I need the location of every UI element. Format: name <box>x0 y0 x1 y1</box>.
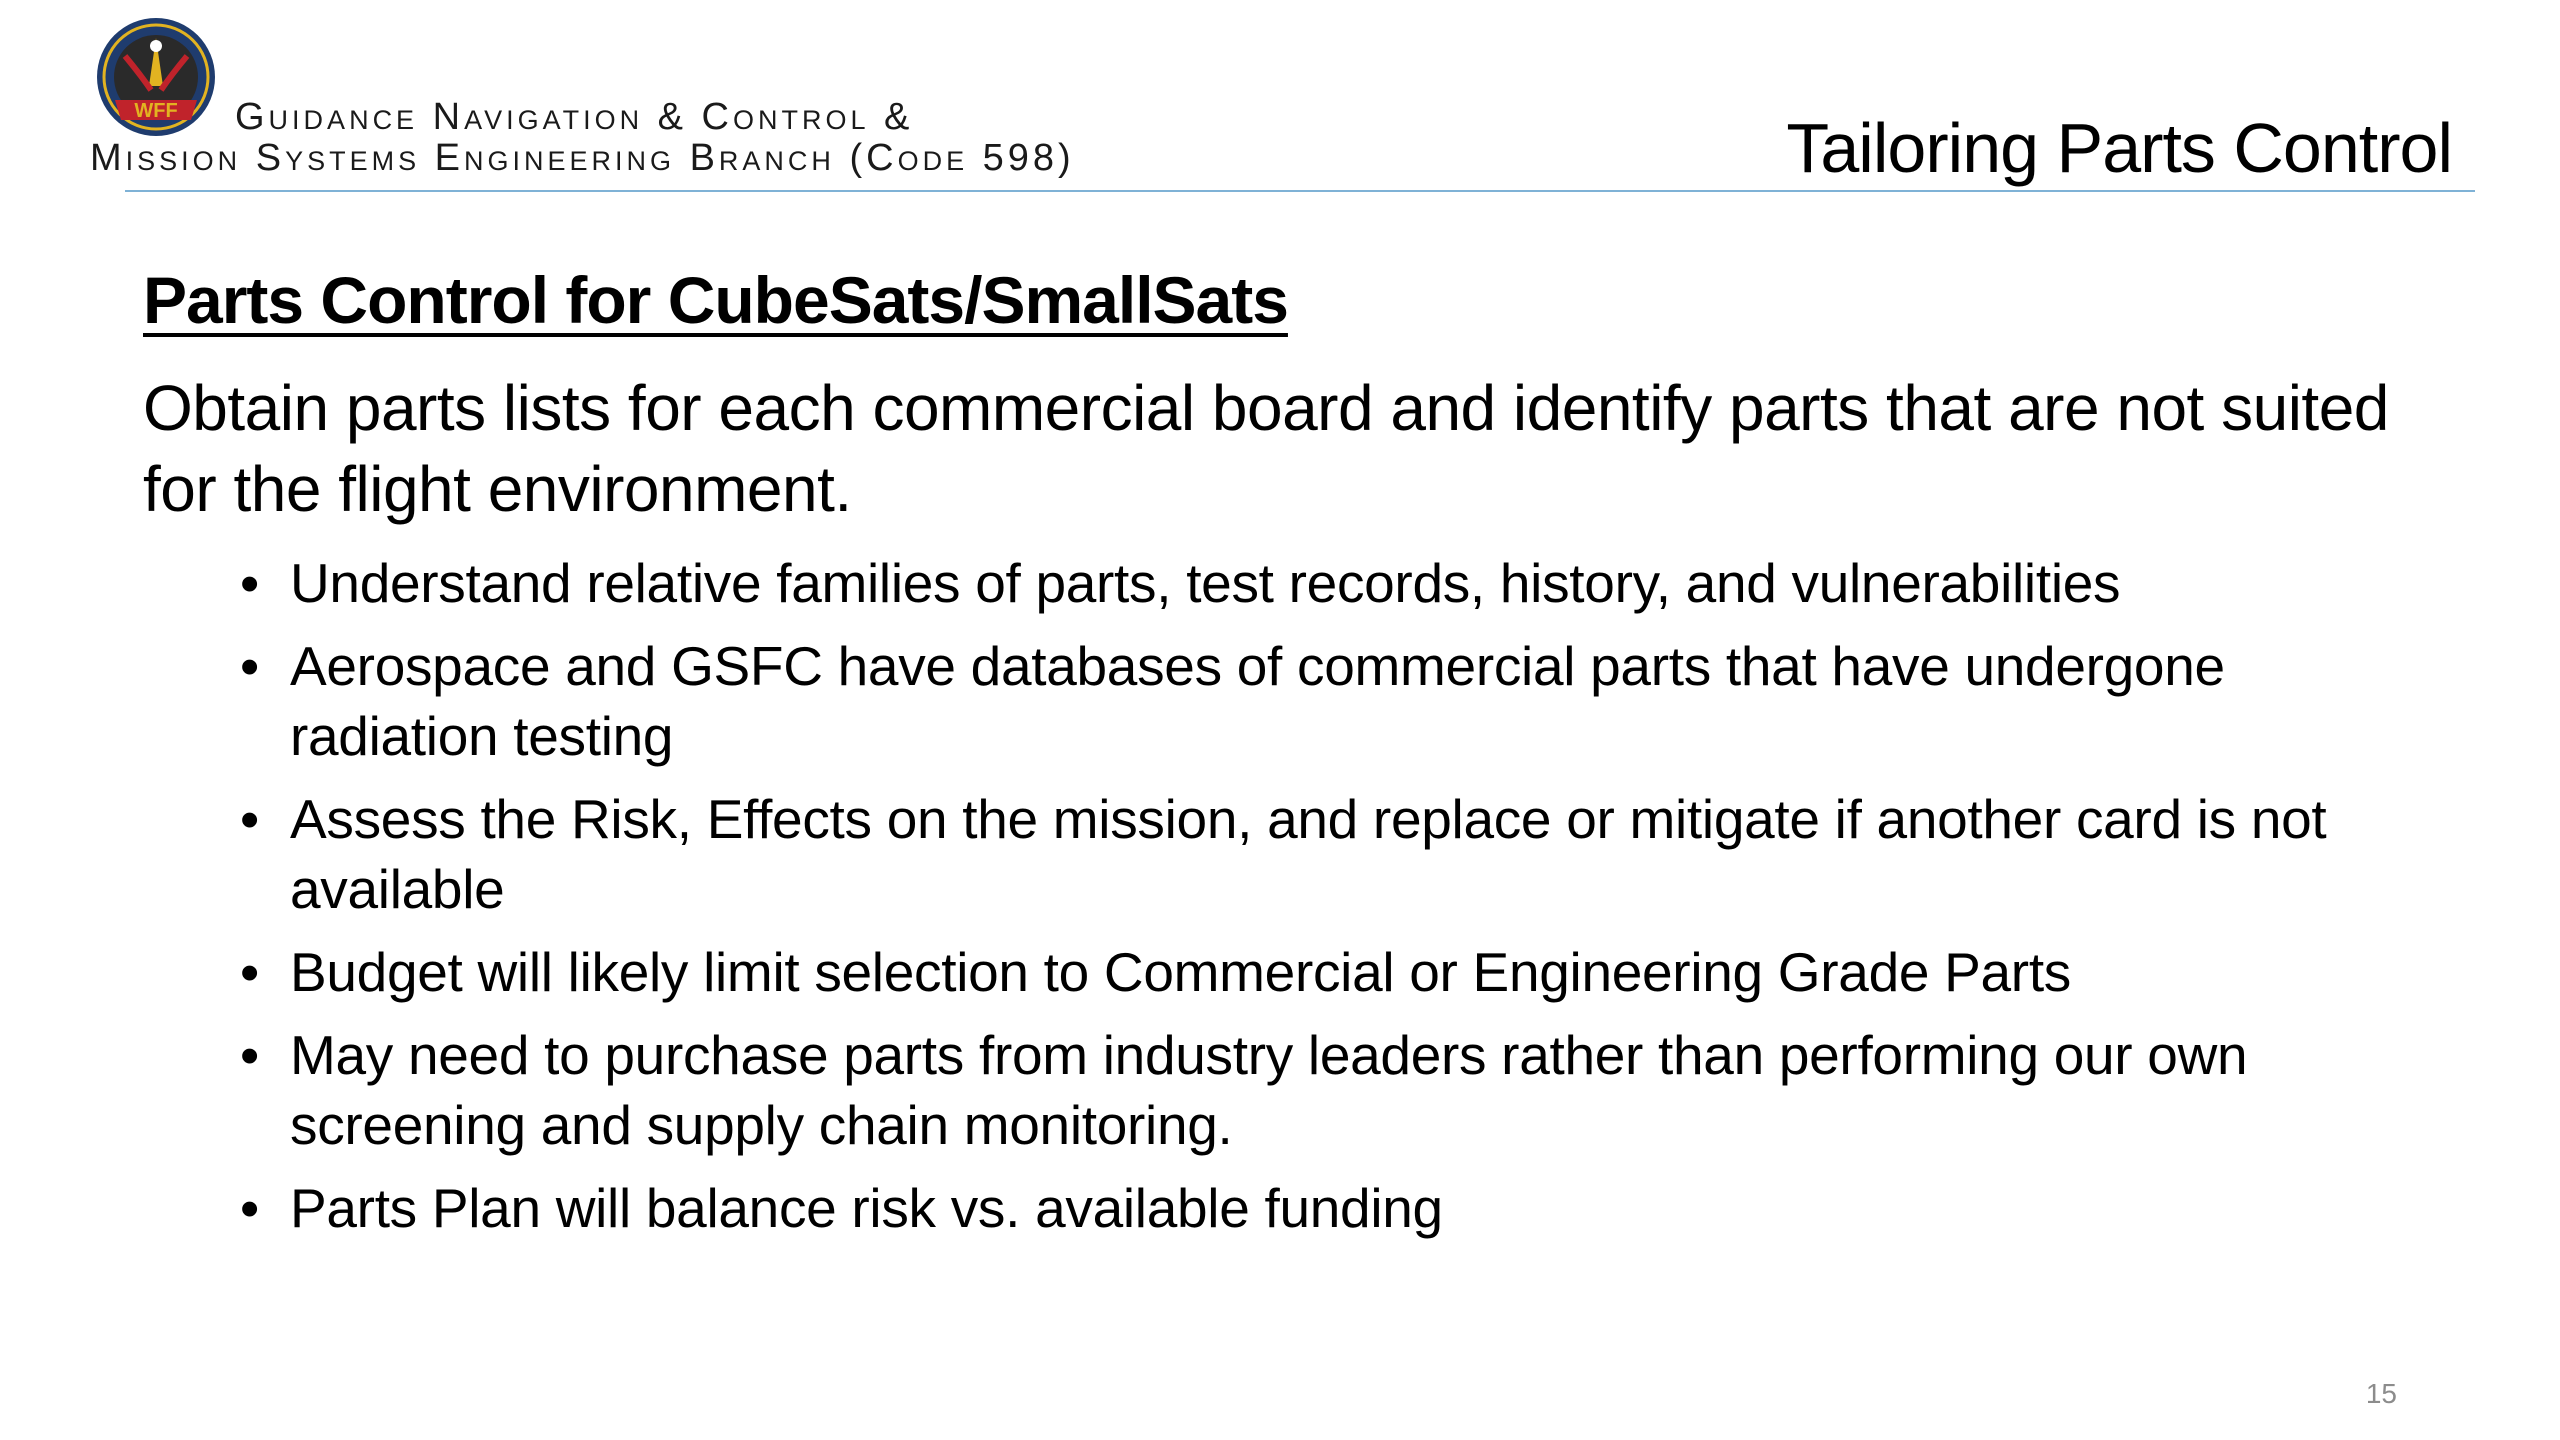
section-heading: Parts Control for CubeSats/SmallSats <box>143 263 1288 337</box>
bullet-text: May need to purchase parts from industry leaders rather than performing our own screening and supply chain monitoring. <box>290 1024 2248 1156</box>
page-number: 15 <box>2365 1378 2397 1409</box>
bullet-text: Parts Plan will balance risk vs. available funding <box>290 1177 1443 1239</box>
bullet-point-icon: • <box>240 1024 259 1086</box>
bullet-list <box>240 548 2420 1256</box>
bullet-text: Budget will likely limit selection to Commercial or Engineering Grade Parts <box>290 941 2072 1003</box>
bullet-point-icon: • <box>240 635 259 697</box>
bullet-item <box>240 631 2420 771</box>
bullet-item <box>240 784 2420 924</box>
bullet-point-icon: • <box>240 788 259 850</box>
bullet-text: Assess the Risk, Effects on the mission, and replace or mitigate if another card is not available <box>290 788 2327 920</box>
bullet-text: Understand relative families of parts, test records, history, and vulnerabilities <box>290 552 2121 614</box>
branch-name-line-1: Guidance Navigation & Control & <box>235 96 914 138</box>
bullet-point-icon: • <box>240 941 259 1003</box>
branch-name-line-2: Mission Systems Engineering Branch (Code 598) <box>90 137 1075 179</box>
bullet-point-icon: • <box>240 1177 259 1239</box>
header-divider <box>125 190 2475 192</box>
bullet-item <box>240 1173 2420 1243</box>
wallops-flight-facility-logo-icon <box>95 16 217 138</box>
logo-text: WFF <box>134 100 178 122</box>
bullet-item <box>240 1020 2420 1160</box>
intro-paragraph: Obtain parts lists for each commercial board and identify parts that are not suited for the flight environment. <box>143 372 2389 525</box>
slide-title: Tailoring Parts Control <box>1786 109 2452 187</box>
bullet-point-icon: • <box>240 552 259 614</box>
bullet-item <box>240 548 2420 618</box>
bullet-item <box>240 937 2420 1007</box>
bullet-text: Aerospace and GSFC have databases of commercial parts that have undergone radiation testing <box>290 635 2225 767</box>
